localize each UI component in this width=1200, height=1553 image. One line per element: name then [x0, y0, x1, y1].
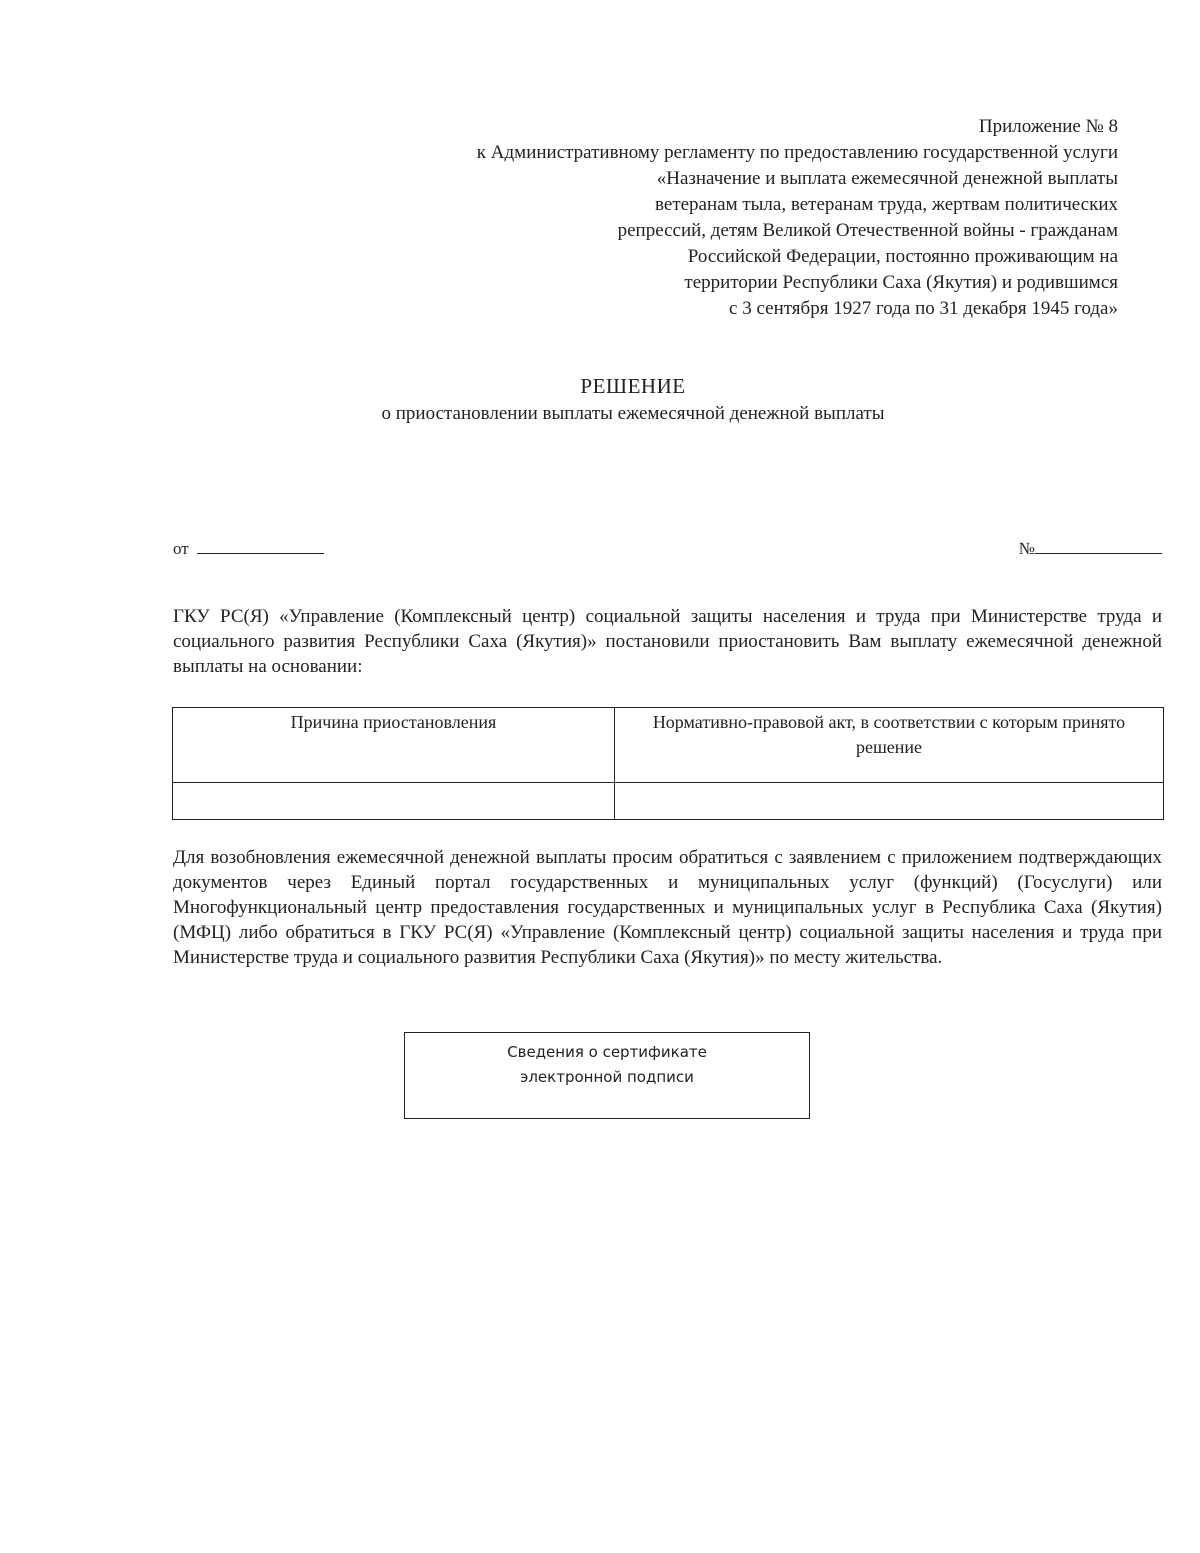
- appendix-header: [358, 114, 1118, 322]
- table-header-row: [173, 708, 1164, 783]
- date-label: от: [173, 539, 189, 558]
- signature-line: электронной подписи: [520, 1068, 694, 1086]
- number-label: №: [1018, 539, 1035, 558]
- table-cell-legal-act: [615, 783, 1164, 820]
- resumption-paragraph: Для возобновления ежемесячной денежной выплаты просим обратиться с заявлением с приложением подтверждающих документов через Единый портал государственных и муниципальных услуг (функций) (Госуслуги) или Многофункциональный центр предоставления государственных и муниципальных услуг в Республика Саха (Якутия) (МФЦ) либо обратиться в ГКУ РС(Я) «Управление (Комплексный центр) социальной защиты населения и труда при Министерстве труда и социального развития Республики Саха (Якутия)» по месту жительства.: [173, 847, 1162, 968]
- suspension-reason-table: [172, 707, 1164, 820]
- number-field: [1019, 537, 1162, 560]
- table-cell-reason: [173, 783, 615, 820]
- appendix-line: к Административному регламенту по предоставлению государственной услуги: [476, 142, 1118, 163]
- date-field: [173, 537, 324, 560]
- appendix-line: Российской Федерации, постоянно проживающим на: [687, 246, 1118, 267]
- signature-line: Сведения о сертификате: [507, 1043, 707, 1061]
- document-heading: [33, 372, 1200, 428]
- document-title: РЕШЕНИЕ: [580, 374, 686, 398]
- document-subtitle: о приостановлении выплаты ежемесячной денежной выплаты: [381, 403, 885, 424]
- table-row: [173, 783, 1164, 820]
- appendix-line: с 3 сентября 1927 года по 31 декабря 1945 года»: [729, 298, 1118, 319]
- column-header-reason: Причина приостановления: [173, 708, 615, 783]
- number-blank-line: [1035, 537, 1162, 554]
- appendix-line: репрессий, детям Великой Отечественной войны - гражданам: [617, 220, 1118, 241]
- date-blank-line: [197, 537, 324, 554]
- e-signature-box: [404, 1032, 810, 1119]
- decision-paragraph: ГКУ РС(Я) «Управление (Комплексный центр) социальной защиты населения и труда при Министерстве труда и социального развития Республики Саха (Якутия)» постановили приостановить Вам выплату ежемесячной денежной выплаты на основании:: [173, 606, 1162, 677]
- column-header-legal-act: Нормативно-правовой акт, в соответствии с которым принято решение: [615, 708, 1164, 783]
- appendix-line: территории Республики Саха (Якутия) и родившимся: [684, 272, 1118, 293]
- appendix-line: ветеранам тыла, ветеранам труда, жертвам политических: [655, 194, 1118, 215]
- appendix-line: «Назначение и выплата ежемесячной денежной выплаты: [656, 168, 1118, 189]
- appendix-line: Приложение № 8: [978, 116, 1118, 137]
